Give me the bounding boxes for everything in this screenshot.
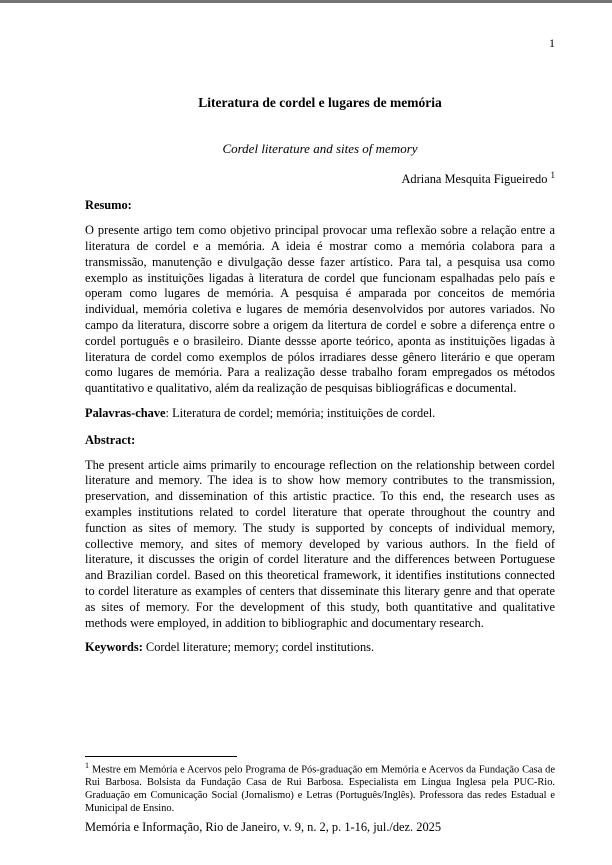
article-subtitle-english: Cordel literature and sites of memory bbox=[222, 141, 418, 156]
palavras-chave-list: : Literatura de cordel; memória; instituições de cordel. bbox=[165, 405, 436, 420]
palavras-chave-label: Palavras-chave bbox=[85, 405, 166, 420]
window-top-border bbox=[0, 0, 612, 3]
resumo-heading: Resumo: bbox=[85, 198, 132, 213]
page-content bbox=[0, 36, 612, 656]
keywords-line bbox=[85, 640, 555, 656]
footnote-ref: 1 bbox=[85, 761, 89, 770]
page-number: 1 bbox=[549, 36, 555, 50]
keywords-label: Keywords: bbox=[85, 640, 143, 655]
abstract-heading: Abstract: bbox=[85, 432, 136, 447]
author-footnote-ref: 1 bbox=[550, 170, 555, 180]
author-line bbox=[85, 168, 555, 187]
keywords-list: Cordel literature; memory; cordel institutions. bbox=[142, 640, 375, 655]
palavras-chave-line bbox=[85, 406, 555, 422]
resumo-paragraph: O presente artigo tem como objetivo principal provocar uma reflexão sobre a relação entre a literatura de cordel e a memória. A ideia é mostrar como a memória colabora para a transmissão, manutenção e divulgação desse fazer artístico. Para tal, a pesquisa usa como exemplo as instituições ligadas à literatura de cordel que funcionam espalhadas pelo país e operam como lugares de memória. A pesquisa é amparada por conceitos de memória individual, memória coletiva e lugares de memória desenvolvidos por autores variados. No campo da literatura, discorre sobre a origem da litertura de cordel e sobre a diferença entre o cordel português e o brasileiro. Diante dessse aporte teórico, aponta as instituições ligadas à literatura de cordel como exemplos de pólos irradiares desse gênero literário e que operam como lugares de memória. Para a realização desse trabalho foram empregados os métodos quantitativo e qualitativo, além da realização de pesquisas bibliográficas e documental. bbox=[85, 223, 555, 396]
abstract-paragraph: The present article aims primarily to encourage reflection on the relationship between cordel literature and memory. The idea is to show how memory contributes to the transmission, preservation, and dissemination of this artistic practice. To this end, the research uses as examples institutions related to cordel literature that operate throughout the country and function as sites of memory. The study is supported by concepts of individual memory, collective memory, and sites of memory developed by various authors. In the field of literature, it discusses the origin of cordel literature and the differences between Portuguese and Brazilian cordel. Based on this theoretical framework, it identifies institutions connected to cordel literature as examples of centers that disseminate this literary genre and that operate as sites of memory. For the development of this study, both quantitative and qualitative methods were employed, in addition to bibliographic and documentary research. bbox=[85, 457, 555, 630]
footnote-separator bbox=[85, 756, 237, 757]
author-name: Adriana Mesquita Figueiredo bbox=[401, 172, 548, 187]
footnote-body: Mestre em Memória e Acervos pelo Programa de Pós-graduação em Memória e Acervos da Fundação Casa de Rui Barbosa. Bolsista da Fundação Casa de Rui Barbosa. Especialista em Língua Inglesa pela PUC-Rio. Graduação em Comunicação Social (Jornalismo) e Letras (Português/Inglês). Professora das redes Estadual e Municipal de Ensino. bbox=[85, 764, 555, 815]
footnote-text bbox=[85, 760, 555, 816]
journal-footer: Memória e Informação, Rio de Janeiro, v. 9, n. 2, p. 1-16, jul./dez. 2025 bbox=[85, 820, 442, 834]
article-title: Literatura de cordel e lugares de memória bbox=[198, 95, 442, 110]
